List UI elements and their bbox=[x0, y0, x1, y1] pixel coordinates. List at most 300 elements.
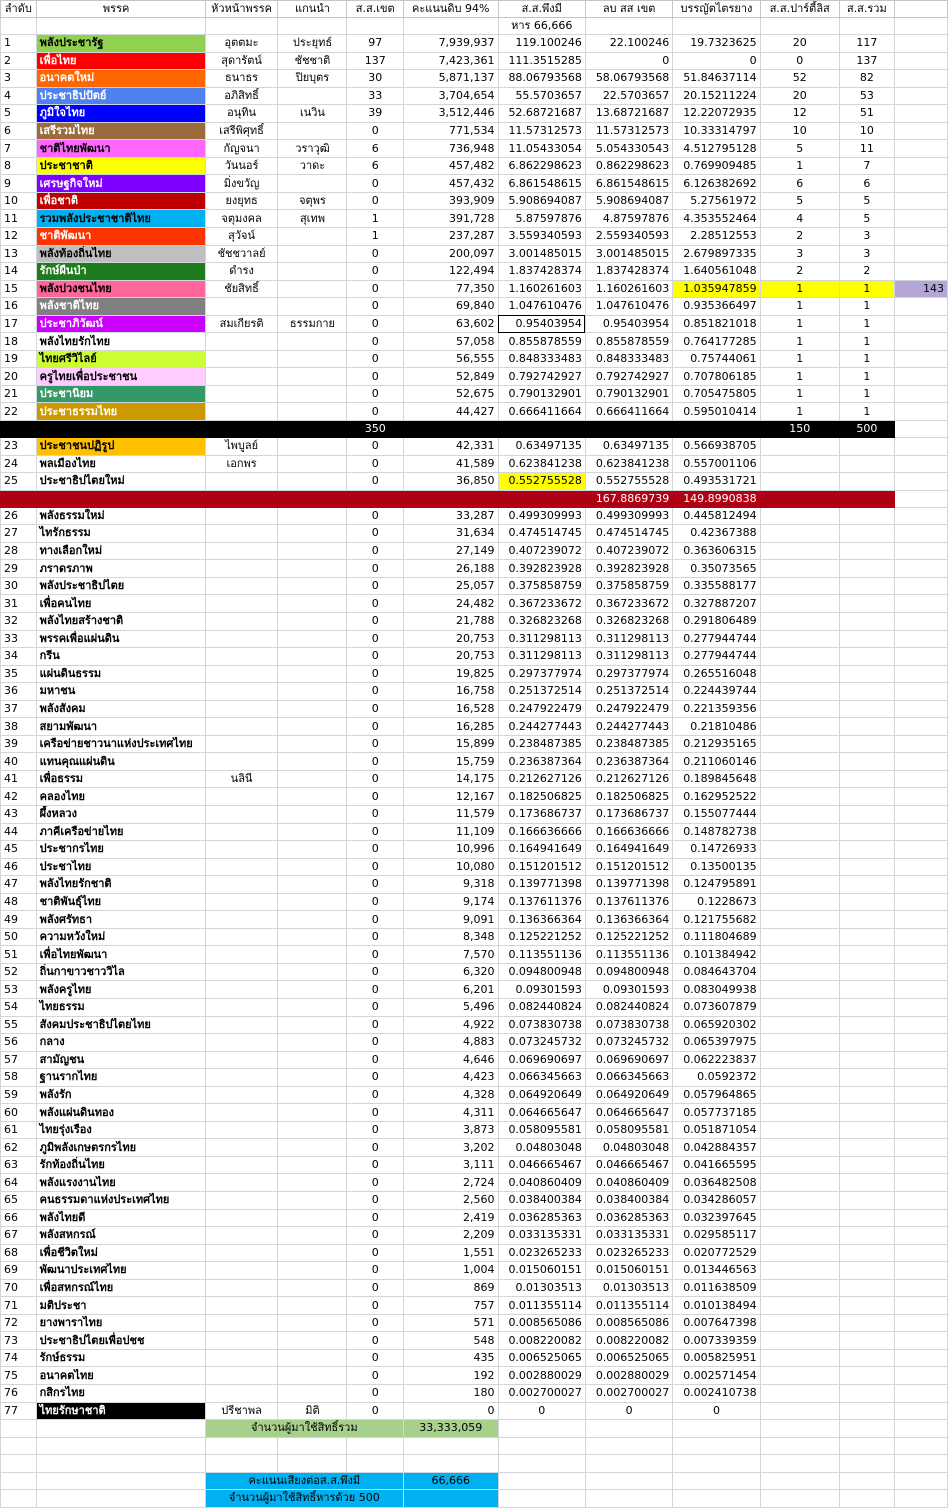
empty-cell[interactable] bbox=[839, 893, 894, 911]
leader-cell[interactable] bbox=[205, 560, 278, 578]
empty-cell[interactable] bbox=[760, 1121, 839, 1139]
rule-of-three-cell[interactable]: 1.035947859 bbox=[673, 280, 760, 298]
rank-cell[interactable]: 18 bbox=[1, 333, 37, 351]
empty-cell[interactable] bbox=[760, 735, 839, 753]
leader-cell[interactable] bbox=[205, 403, 278, 421]
party-name-cell[interactable]: พลังประชาธิปไตย bbox=[36, 577, 205, 595]
empty-cell[interactable] bbox=[894, 700, 947, 718]
leader-cell[interactable]: ไพบูลย์ bbox=[205, 438, 278, 456]
party-name-cell[interactable]: คนธรรมดาแห่งประเทศไทย bbox=[36, 1192, 205, 1210]
empty-cell[interactable] bbox=[498, 1490, 585, 1508]
votes-cell[interactable]: 6,201 bbox=[403, 981, 498, 999]
rule-of-three-cell[interactable]: 51.84637114 bbox=[673, 70, 760, 88]
district-seats-cell[interactable]: 0 bbox=[347, 1367, 403, 1385]
minus-district-cell[interactable]: 0.552755528 bbox=[585, 473, 672, 491]
entitled-seats-cell[interactable]: 0.046665467 bbox=[498, 1156, 585, 1174]
empty-cell[interactable] bbox=[760, 18, 839, 35]
entitled-seats-cell[interactable]: 0.151201512 bbox=[498, 858, 585, 876]
minus-district-cell[interactable]: 0.164941649 bbox=[585, 841, 672, 859]
leader-cell[interactable] bbox=[205, 1385, 278, 1403]
empty-cell[interactable] bbox=[760, 1104, 839, 1122]
district-seats-cell[interactable]: 1 bbox=[347, 210, 403, 228]
rule-of-three-cell[interactable]: 0.14726933 bbox=[673, 841, 760, 859]
party-name-cell[interactable]: เพื่อสหกรณ์ไทย bbox=[36, 1279, 205, 1297]
empty-cell[interactable] bbox=[839, 18, 894, 35]
bar-cell[interactable] bbox=[403, 490, 498, 507]
empty-cell[interactable] bbox=[894, 946, 947, 964]
rule-of-three-cell[interactable]: 0.034286057 bbox=[673, 1192, 760, 1210]
core-member-cell[interactable]: ปิยบุตร bbox=[278, 70, 347, 88]
empty-cell[interactable] bbox=[894, 612, 947, 630]
entitled-seats-cell[interactable]: 0.474514745 bbox=[498, 525, 585, 543]
party-name-cell[interactable]: เพื่อคนไทย bbox=[36, 595, 205, 613]
leader-cell[interactable] bbox=[205, 683, 278, 701]
empty-cell[interactable] bbox=[760, 525, 839, 543]
party-name-cell[interactable]: พลังไทยรักชาติ bbox=[36, 876, 205, 894]
empty-cell[interactable] bbox=[894, 841, 947, 859]
empty-cell[interactable] bbox=[585, 1420, 672, 1438]
votes-cell[interactable]: 5,871,137 bbox=[403, 70, 498, 88]
empty-cell[interactable] bbox=[894, 542, 947, 560]
rule-of-three-cell[interactable]: 0.083049938 bbox=[673, 981, 760, 999]
rule-of-three-cell[interactable]: 0.013446563 bbox=[673, 1262, 760, 1280]
table-row[interactable] bbox=[1, 263, 948, 281]
rule-of-three-cell[interactable]: 0 bbox=[673, 1402, 760, 1420]
empty-cell[interactable] bbox=[839, 805, 894, 823]
minus-district-cell[interactable]: 0.036285363 bbox=[585, 1209, 672, 1227]
votes-cell[interactable]: 25,057 bbox=[403, 577, 498, 595]
empty-cell[interactable] bbox=[894, 963, 947, 981]
rule-of-three-cell[interactable]: 0.042884357 bbox=[673, 1139, 760, 1157]
empty-cell[interactable] bbox=[894, 1385, 947, 1403]
rule-of-three-cell[interactable]: 0.005825951 bbox=[673, 1349, 760, 1367]
minus-district-cell[interactable]: 0.792742927 bbox=[585, 368, 672, 386]
empty-cell[interactable] bbox=[894, 893, 947, 911]
list-seats-cell[interactable]: 20 bbox=[760, 87, 839, 105]
table-row[interactable] bbox=[1, 700, 948, 718]
votes-cell[interactable]: 457,482 bbox=[403, 157, 498, 175]
party-name-cell[interactable]: พลังสังคม bbox=[36, 700, 205, 718]
core-member-cell[interactable] bbox=[278, 438, 347, 456]
core-member-cell[interactable] bbox=[278, 1367, 347, 1385]
total-seats-cell[interactable] bbox=[839, 455, 894, 473]
empty-cell[interactable] bbox=[673, 1455, 760, 1473]
party-name-cell[interactable]: ไทยธรรม bbox=[36, 998, 205, 1016]
rule-of-three-cell[interactable]: 0.211060146 bbox=[673, 753, 760, 771]
district-seats-cell[interactable]: 137 bbox=[347, 52, 403, 70]
district-seats-cell[interactable]: 0 bbox=[347, 525, 403, 543]
column-header[interactable]: หัวหน้าพรรค bbox=[205, 1, 278, 18]
empty-cell[interactable] bbox=[36, 18, 205, 35]
column-header[interactable]: ส.ส.พึงมี bbox=[498, 1, 585, 18]
empty-cell[interactable] bbox=[894, 507, 947, 525]
core-member-cell[interactable] bbox=[278, 263, 347, 281]
core-member-cell[interactable] bbox=[278, 1086, 347, 1104]
list-seats-cell[interactable]: 2 bbox=[760, 263, 839, 281]
rank-cell[interactable]: 15 bbox=[1, 280, 37, 298]
entitled-seats-cell[interactable]: 0.036285363 bbox=[498, 1209, 585, 1227]
district-seats-cell[interactable]: 0 bbox=[347, 858, 403, 876]
core-member-cell[interactable]: วราวุฒิ bbox=[278, 140, 347, 158]
rank-cell[interactable]: 70 bbox=[1, 1279, 37, 1297]
rank-cell[interactable]: 26 bbox=[1, 507, 37, 525]
list-seats-cell[interactable] bbox=[760, 473, 839, 491]
leader-cell[interactable] bbox=[205, 753, 278, 771]
empty-cell[interactable] bbox=[839, 507, 894, 525]
extra-cell[interactable] bbox=[894, 333, 947, 351]
votes-cell[interactable]: 571 bbox=[403, 1314, 498, 1332]
empty-cell[interactable] bbox=[894, 683, 947, 701]
district-seats-cell[interactable]: 0 bbox=[347, 1104, 403, 1122]
empty-cell[interactable] bbox=[760, 858, 839, 876]
leader-cell[interactable]: สุดารัตน์ bbox=[205, 52, 278, 70]
entitled-seats-cell[interactable]: 0.297377974 bbox=[498, 665, 585, 683]
entitled-seats-cell[interactable]: 0 bbox=[498, 1402, 585, 1420]
minus-district-cell[interactable]: 0.09301593 bbox=[585, 981, 672, 999]
minus-district-cell[interactable]: 0.064665647 bbox=[585, 1104, 672, 1122]
party-name-cell[interactable]: กลาง bbox=[36, 1034, 205, 1052]
minus-district-cell[interactable]: 0.139771398 bbox=[585, 876, 672, 894]
district-seats-cell[interactable]: 0 bbox=[347, 630, 403, 648]
grand-total-cell[interactable]: 500 bbox=[839, 421, 894, 438]
voters-label[interactable]: จำนวนผู้มาใช้สิทธิ์รวม bbox=[205, 1420, 403, 1438]
rank-cell[interactable]: 16 bbox=[1, 298, 37, 316]
votes-cell[interactable]: 3,111 bbox=[403, 1156, 498, 1174]
rank-cell[interactable]: 65 bbox=[1, 1192, 37, 1210]
votes-cell[interactable]: 771,534 bbox=[403, 122, 498, 140]
rule-of-three-cell[interactable]: 0.148782738 bbox=[673, 823, 760, 841]
district-seats-cell[interactable]: 0 bbox=[347, 245, 403, 263]
rank-cell[interactable]: 76 bbox=[1, 1385, 37, 1403]
rule-of-three-cell[interactable]: 0.073607879 bbox=[673, 998, 760, 1016]
empty-cell[interactable] bbox=[894, 1472, 947, 1490]
minus-district-cell[interactable]: 0.236387364 bbox=[585, 753, 672, 771]
votes-cell[interactable]: 15,899 bbox=[403, 735, 498, 753]
entitled-seats-cell[interactable]: 0.166636666 bbox=[498, 823, 585, 841]
extra-cell[interactable] bbox=[894, 403, 947, 421]
minus-district-cell[interactable]: 0 bbox=[585, 1402, 672, 1420]
rule-of-three-cell[interactable]: 0.002571454 bbox=[673, 1367, 760, 1385]
district-seats-cell[interactable]: 0 bbox=[347, 1297, 403, 1315]
total-seats-cell[interactable]: 3 bbox=[839, 245, 894, 263]
empty-cell[interactable] bbox=[760, 753, 839, 771]
votes-cell[interactable]: 200,097 bbox=[403, 245, 498, 263]
leader-cell[interactable] bbox=[205, 963, 278, 981]
table-row[interactable] bbox=[1, 858, 948, 876]
total-seats-cell[interactable]: 2 bbox=[839, 263, 894, 281]
minus-district-cell[interactable]: 5.908694087 bbox=[585, 192, 672, 210]
minus-district-cell[interactable]: 0.848333483 bbox=[585, 350, 672, 368]
bar-cell[interactable] bbox=[839, 490, 894, 507]
empty-cell[interactable] bbox=[760, 1192, 839, 1210]
empty-cell[interactable] bbox=[894, 1069, 947, 1087]
minus-district-cell[interactable]: 0.073830738 bbox=[585, 1016, 672, 1034]
core-member-cell[interactable] bbox=[278, 455, 347, 473]
leader-cell[interactable] bbox=[205, 350, 278, 368]
core-member-cell[interactable] bbox=[278, 858, 347, 876]
empty-cell[interactable] bbox=[839, 700, 894, 718]
empty-cell[interactable] bbox=[347, 1455, 403, 1473]
rank-cell[interactable]: 12 bbox=[1, 228, 37, 246]
total-seats-cell[interactable]: 1 bbox=[839, 403, 894, 421]
leader-cell[interactable]: ธนาธร bbox=[205, 70, 278, 88]
minus-district-cell[interactable]: 0.151201512 bbox=[585, 858, 672, 876]
empty-cell[interactable] bbox=[839, 1192, 894, 1210]
votes-cell[interactable]: 9,174 bbox=[403, 893, 498, 911]
empty-cell[interactable] bbox=[673, 1420, 760, 1438]
extra-cell[interactable] bbox=[894, 315, 947, 333]
party-name-cell[interactable]: ยางพาราไทย bbox=[36, 1314, 205, 1332]
leader-cell[interactable] bbox=[205, 1227, 278, 1245]
leader-cell[interactable]: เอกพร bbox=[205, 455, 278, 473]
party-name-cell[interactable]: เพื่อชีวิตใหม่ bbox=[36, 1244, 205, 1262]
core-member-cell[interactable] bbox=[278, 753, 347, 771]
party-name-cell[interactable]: เพื่อไทย bbox=[36, 52, 205, 70]
total-seats-cell[interactable]: 117 bbox=[839, 35, 894, 53]
core-member-cell[interactable] bbox=[278, 981, 347, 999]
minus-district-cell[interactable]: 22.5703657 bbox=[585, 87, 672, 105]
district-seats-cell[interactable]: 0 bbox=[347, 998, 403, 1016]
leader-cell[interactable] bbox=[205, 368, 278, 386]
votes-cell[interactable]: 11,109 bbox=[403, 823, 498, 841]
empty-cell[interactable] bbox=[760, 1156, 839, 1174]
core-member-cell[interactable]: สุเทพ bbox=[278, 210, 347, 228]
party-name-cell[interactable]: พลังชาติไทย bbox=[36, 298, 205, 316]
leader-cell[interactable] bbox=[205, 1297, 278, 1315]
core-member-cell[interactable] bbox=[278, 683, 347, 701]
rule-of-three-cell[interactable]: 0.121755682 bbox=[673, 911, 760, 929]
rank-cell[interactable]: 75 bbox=[1, 1367, 37, 1385]
table-row[interactable] bbox=[1, 298, 948, 316]
leader-cell[interactable]: ดำรง bbox=[205, 263, 278, 281]
empty-cell[interactable] bbox=[760, 1034, 839, 1052]
party-name-cell[interactable]: คลองไทย bbox=[36, 788, 205, 806]
minus-district-cell[interactable]: 0.008565086 bbox=[585, 1314, 672, 1332]
core-member-cell[interactable] bbox=[278, 403, 347, 421]
party-name-cell[interactable]: เพื่อธรรม bbox=[36, 770, 205, 788]
bar-cell[interactable] bbox=[498, 490, 585, 507]
rank-cell[interactable]: 62 bbox=[1, 1139, 37, 1157]
entitled-seats-cell[interactable]: 11.05433054 bbox=[498, 140, 585, 158]
table-row[interactable] bbox=[1, 280, 948, 298]
votes-cell[interactable]: 20,753 bbox=[403, 630, 498, 648]
district-seats-cell[interactable]: 0 bbox=[347, 1016, 403, 1034]
empty-cell[interactable] bbox=[839, 1420, 894, 1438]
district-seats-cell[interactable]: 0 bbox=[347, 823, 403, 841]
votes-cell[interactable]: 736,948 bbox=[403, 140, 498, 158]
rank-cell[interactable]: 38 bbox=[1, 718, 37, 736]
bar-cell[interactable] bbox=[498, 421, 585, 438]
entitled-seats-cell[interactable]: 0.236387364 bbox=[498, 753, 585, 771]
entitled-seats-cell[interactable]: 0.326823268 bbox=[498, 612, 585, 630]
empty-cell[interactable] bbox=[1, 1437, 37, 1455]
empty-cell[interactable] bbox=[760, 981, 839, 999]
leader-cell[interactable] bbox=[205, 507, 278, 525]
core-member-cell[interactable] bbox=[278, 1262, 347, 1280]
minus-district-cell[interactable]: 0.499309993 bbox=[585, 507, 672, 525]
party-name-cell[interactable]: สามัญชน bbox=[36, 1051, 205, 1069]
leader-cell[interactable] bbox=[205, 1051, 278, 1069]
table-row[interactable] bbox=[1, 1086, 948, 1104]
empty-cell[interactable] bbox=[278, 1437, 347, 1455]
list-seats-cell[interactable]: 5 bbox=[760, 192, 839, 210]
empty-cell[interactable] bbox=[760, 1420, 839, 1438]
leader-cell[interactable] bbox=[205, 1104, 278, 1122]
rule-of-three-cell[interactable]: 0.111804689 bbox=[673, 928, 760, 946]
empty-cell[interactable] bbox=[894, 1034, 947, 1052]
minus-district-cell[interactable]: 0.244277443 bbox=[585, 718, 672, 736]
core-member-cell[interactable] bbox=[278, 298, 347, 316]
minus-district-cell[interactable]: 3.001485015 bbox=[585, 245, 672, 263]
entitled-seats-cell[interactable]: 0.623841238 bbox=[498, 455, 585, 473]
table-row[interactable] bbox=[1, 1279, 948, 1297]
minus-district-cell[interactable]: 0.311298113 bbox=[585, 630, 672, 648]
empty-cell[interactable] bbox=[673, 1437, 760, 1455]
empty-cell[interactable] bbox=[894, 788, 947, 806]
bar-cell[interactable] bbox=[760, 490, 839, 507]
bar-cell[interactable] bbox=[347, 490, 403, 507]
empty-cell[interactable] bbox=[760, 612, 839, 630]
empty-cell[interactable] bbox=[498, 1472, 585, 1490]
rule-of-three-cell[interactable]: 0.032397645 bbox=[673, 1209, 760, 1227]
empty-cell[interactable] bbox=[894, 595, 947, 613]
minus-district-cell[interactable]: 0.125221252 bbox=[585, 928, 672, 946]
entitled-seats-cell[interactable]: 0.137611376 bbox=[498, 893, 585, 911]
table-row[interactable] bbox=[1, 805, 948, 823]
extra-cell[interactable] bbox=[894, 298, 947, 316]
core-member-cell[interactable] bbox=[278, 175, 347, 193]
entitled-seats-cell[interactable]: 11.57312573 bbox=[498, 122, 585, 140]
empty-cell[interactable] bbox=[839, 735, 894, 753]
rule-of-three-cell[interactable]: 0.335588177 bbox=[673, 577, 760, 595]
district-seats-cell[interactable]: 0 bbox=[347, 1192, 403, 1210]
leader-cell[interactable]: ปรีชาพล bbox=[205, 1402, 278, 1420]
empty-cell[interactable] bbox=[894, 648, 947, 666]
empty-cell[interactable] bbox=[760, 1349, 839, 1367]
district-seats-cell[interactable]: 0 bbox=[347, 595, 403, 613]
empty-cell[interactable] bbox=[894, 577, 947, 595]
rank-cell[interactable]: 74 bbox=[1, 1349, 37, 1367]
empty-cell[interactable] bbox=[894, 1349, 947, 1367]
minus-district-cell[interactable]: 0.251372514 bbox=[585, 683, 672, 701]
total-seats-cell[interactable]: 3 bbox=[839, 228, 894, 246]
leader-cell[interactable] bbox=[205, 298, 278, 316]
empty-cell[interactable] bbox=[839, 1455, 894, 1473]
district-seats-cell[interactable]: 0 bbox=[347, 350, 403, 368]
empty-cell[interactable] bbox=[894, 665, 947, 683]
empty-cell[interactable] bbox=[839, 876, 894, 894]
empty-cell[interactable] bbox=[839, 788, 894, 806]
empty-cell[interactable] bbox=[894, 1297, 947, 1315]
leader-cell[interactable]: จตุมงคล bbox=[205, 210, 278, 228]
extra-cell[interactable] bbox=[894, 52, 947, 70]
rank-cell[interactable]: 29 bbox=[1, 560, 37, 578]
party-name-cell[interactable]: พรรคเพื่อแผ่นดิน bbox=[36, 630, 205, 648]
votes-cell[interactable]: 11,579 bbox=[403, 805, 498, 823]
minus-district-cell[interactable]: 1.047610476 bbox=[585, 298, 672, 316]
minus-district-cell[interactable]: 0.474514745 bbox=[585, 525, 672, 543]
rank-cell[interactable]: 68 bbox=[1, 1244, 37, 1262]
empty-cell[interactable] bbox=[585, 1472, 672, 1490]
party-name-cell[interactable]: ประชาชนปฏิรูป bbox=[36, 438, 205, 456]
leader-cell[interactable] bbox=[205, 1156, 278, 1174]
votes-cell[interactable]: 457,432 bbox=[403, 175, 498, 193]
table-row[interactable] bbox=[1, 1244, 948, 1262]
core-member-cell[interactable] bbox=[278, 1244, 347, 1262]
empty-cell[interactable] bbox=[760, 1174, 839, 1192]
district-seats-cell[interactable]: 0 bbox=[347, 1385, 403, 1403]
votes-cell[interactable]: 393,909 bbox=[403, 192, 498, 210]
rule-of-three-cell[interactable]: 0.557001106 bbox=[673, 455, 760, 473]
entitled-seats-cell[interactable]: 0.058095581 bbox=[498, 1121, 585, 1139]
entitled-seats-cell[interactable]: 3.559340593 bbox=[498, 228, 585, 246]
rule-of-three-cell[interactable]: 0.011638509 bbox=[673, 1279, 760, 1297]
table-row[interactable] bbox=[1, 1314, 948, 1332]
rank-cell[interactable]: 71 bbox=[1, 1297, 37, 1315]
total-seats-cell[interactable]: 1 bbox=[839, 298, 894, 316]
rule-of-three-cell[interactable]: 0.13500135 bbox=[673, 858, 760, 876]
rank-cell[interactable]: 10 bbox=[1, 192, 37, 210]
rank-cell[interactable]: 31 bbox=[1, 595, 37, 613]
entitled-seats-cell[interactable]: 0.008220082 bbox=[498, 1332, 585, 1350]
extra-cell[interactable] bbox=[894, 245, 947, 263]
party-name-cell[interactable]: เสรีรวมไทย bbox=[36, 122, 205, 140]
column-header[interactable]: คะแนนดิบ 94% bbox=[403, 1, 498, 18]
leader-cell[interactable] bbox=[205, 841, 278, 859]
empty-cell[interactable] bbox=[347, 18, 403, 35]
minus-district-cell[interactable]: 0.006525065 bbox=[585, 1349, 672, 1367]
list-seats-cell[interactable] bbox=[760, 455, 839, 473]
votes-cell[interactable]: 2,560 bbox=[403, 1192, 498, 1210]
empty-cell[interactable] bbox=[760, 911, 839, 929]
total-seats-cell[interactable]: 1 bbox=[839, 385, 894, 403]
list-seats-cell[interactable]: 6 bbox=[760, 175, 839, 193]
rule-of-three-cell[interactable]: 0 bbox=[673, 52, 760, 70]
table-row[interactable] bbox=[1, 1332, 948, 1350]
rank-cell[interactable]: 63 bbox=[1, 1156, 37, 1174]
leader-cell[interactable]: เสรีพิศุทธิ์ bbox=[205, 122, 278, 140]
district-seats-cell[interactable]: 0 bbox=[347, 473, 403, 491]
core-member-cell[interactable] bbox=[278, 1297, 347, 1315]
rule-of-three-cell[interactable]: 0.162952522 bbox=[673, 788, 760, 806]
leader-cell[interactable] bbox=[205, 1332, 278, 1350]
rank-cell[interactable]: 60 bbox=[1, 1104, 37, 1122]
bar-cell[interactable] bbox=[1, 490, 37, 507]
extra-cell[interactable] bbox=[894, 157, 947, 175]
empty-cell[interactable] bbox=[760, 1437, 839, 1455]
district-seats-cell[interactable]: 0 bbox=[347, 770, 403, 788]
entitled-seats-cell[interactable]: 0.113551136 bbox=[498, 946, 585, 964]
bar-cell[interactable] bbox=[1, 421, 37, 438]
table-row[interactable] bbox=[1, 1349, 948, 1367]
bar-cell[interactable] bbox=[278, 490, 347, 507]
list-total-cell[interactable]: 150 bbox=[760, 421, 839, 438]
entitled-seats-cell[interactable]: 0.008565086 bbox=[498, 1314, 585, 1332]
votes-cell[interactable]: 1,551 bbox=[403, 1244, 498, 1262]
rule-of-three-cell[interactable]: 0.029585117 bbox=[673, 1227, 760, 1245]
entitled-seats-cell[interactable]: 0.792742927 bbox=[498, 368, 585, 386]
votes-cell[interactable]: 9,091 bbox=[403, 911, 498, 929]
empty-cell[interactable] bbox=[760, 963, 839, 981]
empty-cell[interactable] bbox=[760, 1016, 839, 1034]
table-row[interactable] bbox=[1, 455, 948, 473]
district-seats-cell[interactable]: 1 bbox=[347, 228, 403, 246]
votes-cell[interactable]: 7,423,361 bbox=[403, 52, 498, 70]
table-row[interactable] bbox=[1, 735, 948, 753]
party-name-cell[interactable]: รักษ์ธรรม bbox=[36, 1349, 205, 1367]
entitled-seats-cell[interactable]: 0.069690697 bbox=[498, 1051, 585, 1069]
rank-cell[interactable]: 58 bbox=[1, 1069, 37, 1087]
